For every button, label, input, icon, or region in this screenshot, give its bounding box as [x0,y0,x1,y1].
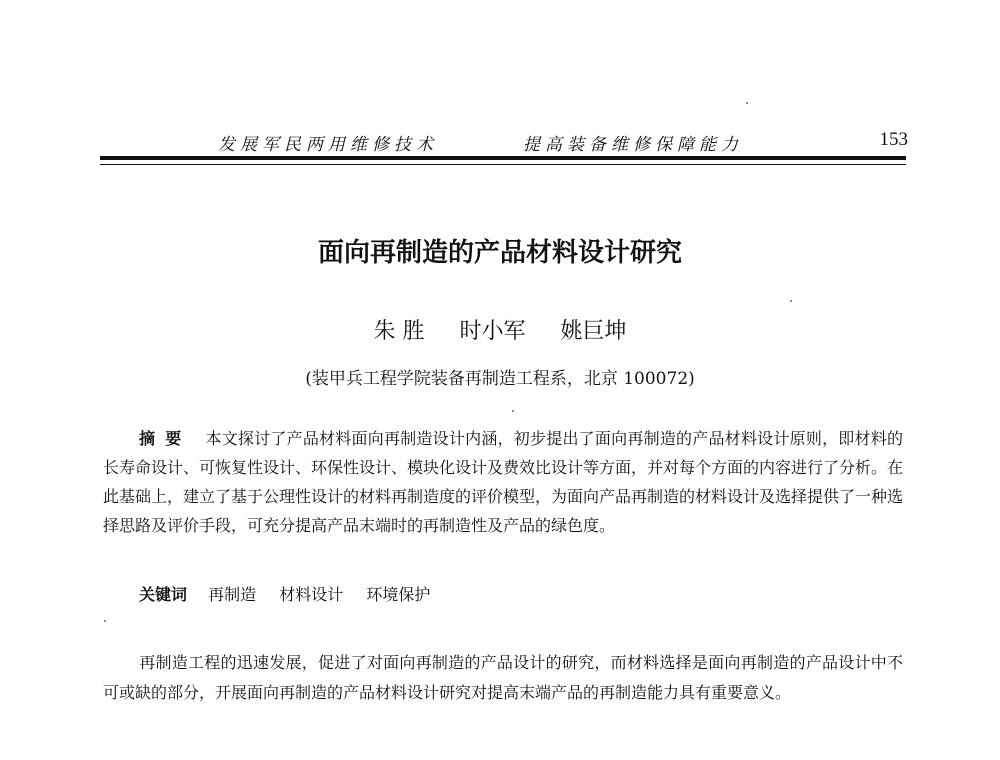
page-number: 153 [879,129,908,150]
keywords-label: 关键词 [139,585,188,604]
running-head-right: 提高装备维修保障能力 [523,135,743,155]
author-list [0,314,1000,345]
article-title: 面向再制造的产品材料设计研究 [317,238,682,268]
author-affiliation: (装甲兵工程学院装备再制造工程系，北京 100072) [305,369,695,389]
abstract-text: 本文探讨了产品材料面向再制造设计内涵，初步提出了面向再制造的产品材料设计原则，即材料的长寿命设计、可恢复性设计、环保性设计、模块化设计及费效比设计等方面，并对每个方面的内容进行了分析。在此基础上，建立了基于公理性设计的材料再制造度的评价模型，为面向产品再制造的材料设计及选择提供了一种选择思路及评价手段，可充分提高产品末端时的再制造性及产品的绿色度。 [103,429,904,535]
scan-speck [790,300,792,302]
keywords [139,582,448,605]
header-rule-thick [100,156,906,160]
running-head-left: 发展军民两用维修技术 [218,135,438,155]
body-paragraph [103,648,903,708]
scan-speck [512,410,514,412]
abstract-label: 摘要 [139,429,192,448]
scan-speck [104,620,106,622]
body-paragraph-text: 再制造工程的迅速发展，促进了对面向再制造的产品设计的研究，而材料选择是面向再制造的产品设计中不可或缺的部分，开展面向再制造的产品材料设计研究对提高末端产品的再制造能力具有重要意义。 [103,653,903,702]
keyword: 材料设计 [279,585,344,604]
author-name: 姚巨坤 [560,319,627,344]
running-head [218,130,908,156]
header-rule-thin [100,164,906,165]
scan-speck [746,102,748,104]
author-name: 朱 胜 [373,319,425,344]
abstract [103,424,903,540]
keyword: 再制造 [208,585,257,604]
author-name: 时小军 [459,319,526,344]
keyword: 环境保护 [366,585,431,604]
